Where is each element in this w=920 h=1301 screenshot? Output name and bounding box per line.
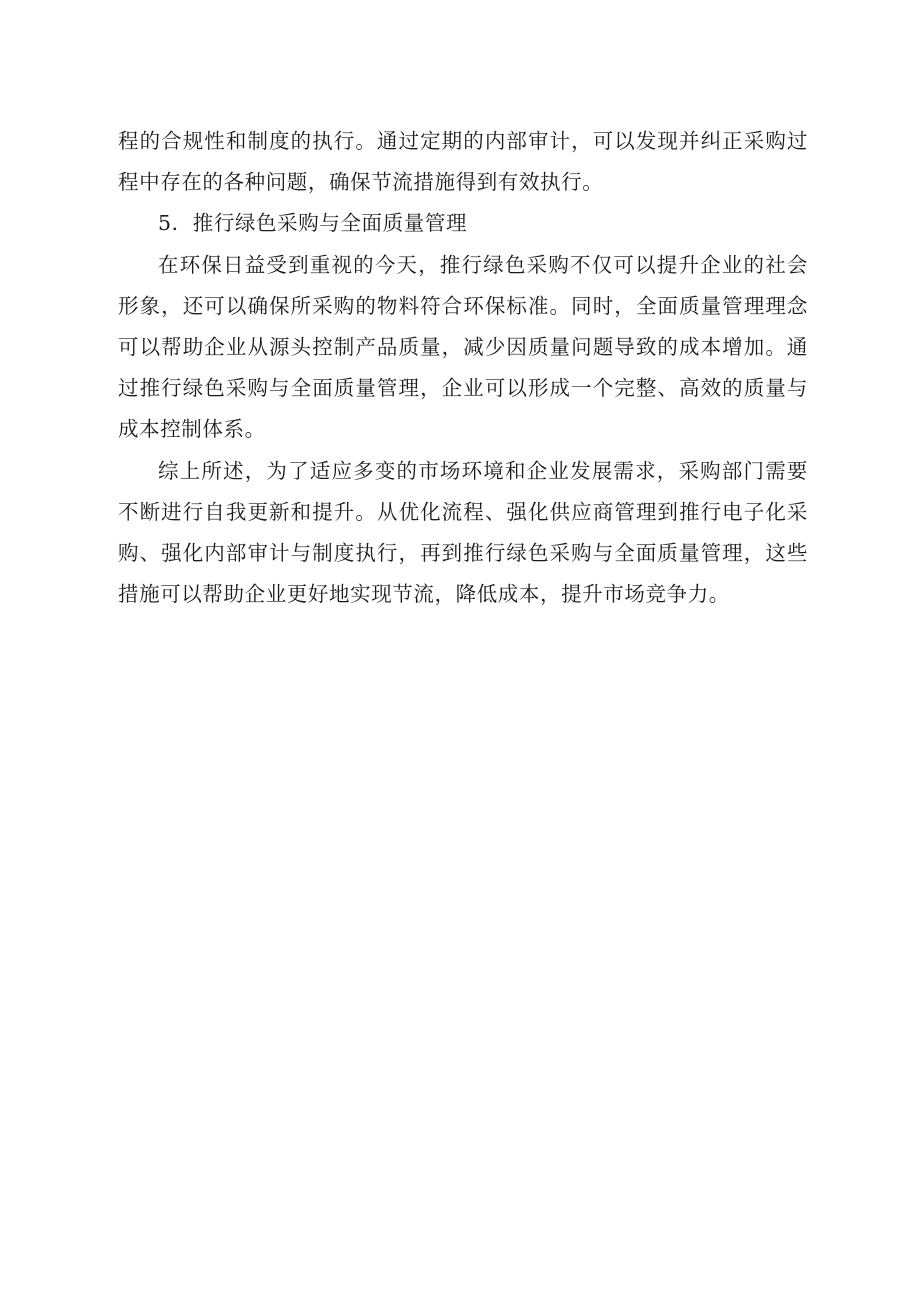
- paragraph-green-procurement: 在环保日益受到重视的今天，推行绿色采购不仅可以提升企业的社会形象，还可以确保所采购的物料符合环保标准。同时，全面质量管理理念可以帮助企业从源头控制产品质量，减少因质量问题导致的成本增加。通过推行绿色采购与全面质量管理，企业可以形成一个完整、高效的质量与成本控制体系。: [118, 252, 808, 442]
- section-heading: 5．推行绿色采购与全面质量管理: [158, 211, 468, 236]
- paragraph-summary: 综上所述，为了适应多变的市场环境和企业发展需求，采购部门需要不断进行自我更新和提升。从优化流程、强化供应商管理到推行电子化采购、强化内部审计与制度执行，再到推行绿色采购与全面质量管理，这些措施可以帮助企业更好地实现节流，降低成本，提升市场竞争力。: [118, 458, 808, 607]
- document-body: [118, 121, 808, 615]
- paragraph-continuation: 程的合规性和制度的执行。通过定期的内部审计，可以发现并纠正采购过程中存在的各种问题，确保节流措施得到有效执行。: [118, 129, 808, 195]
